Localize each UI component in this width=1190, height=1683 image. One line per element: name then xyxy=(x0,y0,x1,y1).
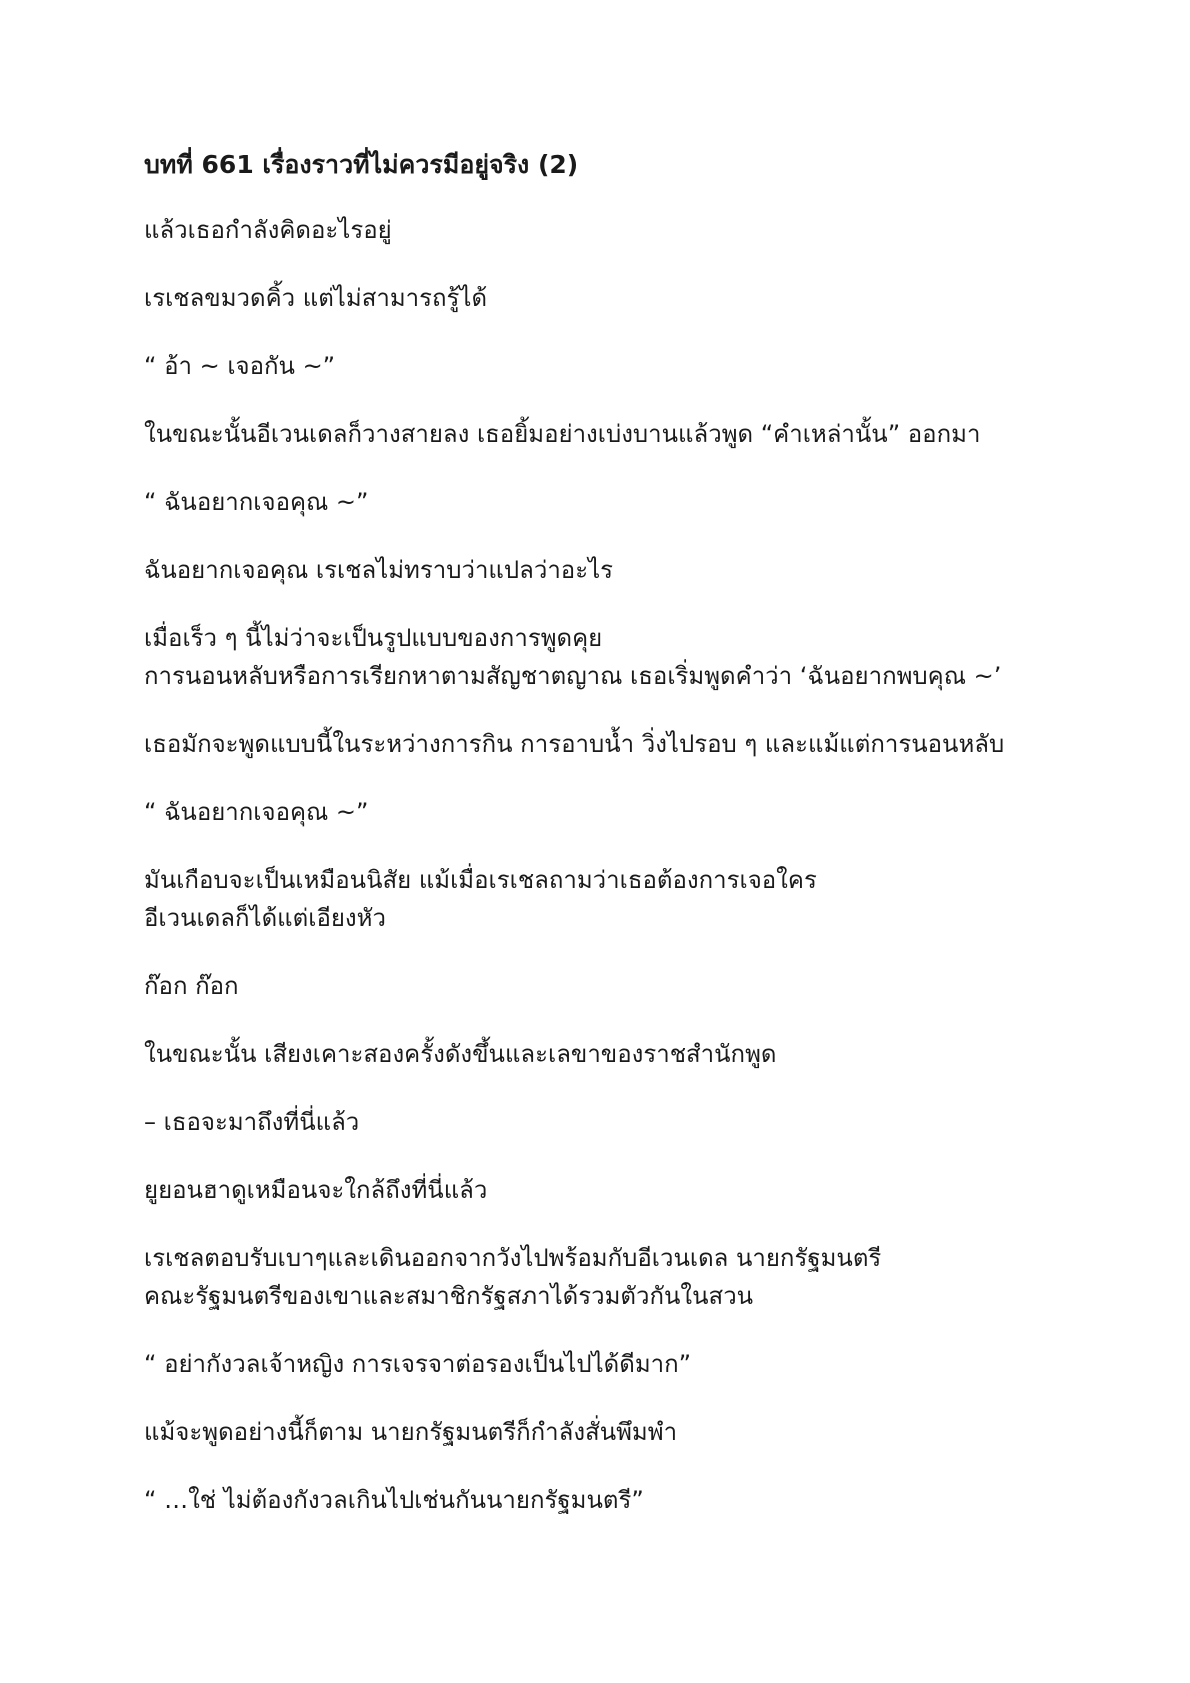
chapter-title: บทที่ 661 เรื่องราวที่ไม่ควรมีอยู่จริง (2) xyxy=(144,150,579,179)
paragraph: ในขณะนั้น เสียงเคาะสองครั้งดังขึ้นและเลขาของราชสำนักพูด xyxy=(144,1040,777,1068)
paragraph: แม้จะพูดอย่างนี้ก็ตาม นายกรัฐมนตรีก็กำลังสั่นพึมพำ xyxy=(144,1418,678,1446)
paragraph: แล้วเธอกำลังคิดอะไรอยู่ xyxy=(144,216,392,244)
paragraph: ในขณะนั้นอีเวนเดลก็วางสายลง เธอยิ้มอย่างเบ่งบานแล้วพูด “คำเหล่านั้น” ออกมา xyxy=(144,420,981,448)
paragraph: ยูยอนฮาดูเหมือนจะใกล้ถึงที่นี่แล้ว xyxy=(144,1176,488,1204)
paragraph: “ …ใช่ ไม่ต้องกังวลเกินไปเช่นกันนายกรัฐมนตรี” xyxy=(144,1486,644,1514)
paragraph: เรเชลขมวดคิ้ว แต่ไม่สามารถรู้ได้ xyxy=(144,284,488,312)
paragraph: เธอมักจะพูดแบบนี้ในระหว่างการกิน การอาบน้ำ วิ่งไปรอบ ๆ และแม้แต่การนอนหลับ xyxy=(144,730,1005,758)
paragraph: เมื่อเร็ว ๆ นี้ไม่ว่าจะเป็นรูปแบบของการพูดคุย การนอนหลับหรือการเรียกหาตามสัญชาตญาณ เธอเริ่มพูดคำว่า ‘ฉันอยากพบคุณ ~’ xyxy=(144,624,1002,690)
paragraph: – เธอจะมาถึงที่นี่แล้ว xyxy=(144,1108,360,1136)
paragraph: “ ฉันอยากเจอคุณ ~” xyxy=(144,798,369,826)
document-body xyxy=(144,146,1064,1549)
paragraph: ก๊อก ก๊อก xyxy=(144,972,239,1000)
paragraph: มันเกือบจะเป็นเหมือนนิสัย แม้เมื่อเรเชลถามว่าเธอต้องการเจอใคร อีเวนเดลก็ได้แต่เอียงหัว xyxy=(144,866,817,932)
paragraph: “ ฉันอยากเจอคุณ ~” xyxy=(144,488,369,516)
paragraph: “ อย่ากังวลเจ้าหญิง การเจรจาต่อรองเป็นไปได้ดีมาก” xyxy=(144,1350,692,1378)
paragraph: ฉันอยากเจอคุณ เรเชลไม่ทราบว่าแปลว่าอะไร xyxy=(144,556,614,584)
paragraph: เรเชลตอบรับเบาๆและเดินออกจากวังไปพร้อมกับอีเวนเดล นายกรัฐมนตรี คณะรัฐมนตรีของเขาและสมาชิกรัฐสภาได้รวมตัวกันในสวน xyxy=(144,1244,882,1310)
paragraph: “ อ้า ~ เจอกัน ~” xyxy=(144,352,336,380)
